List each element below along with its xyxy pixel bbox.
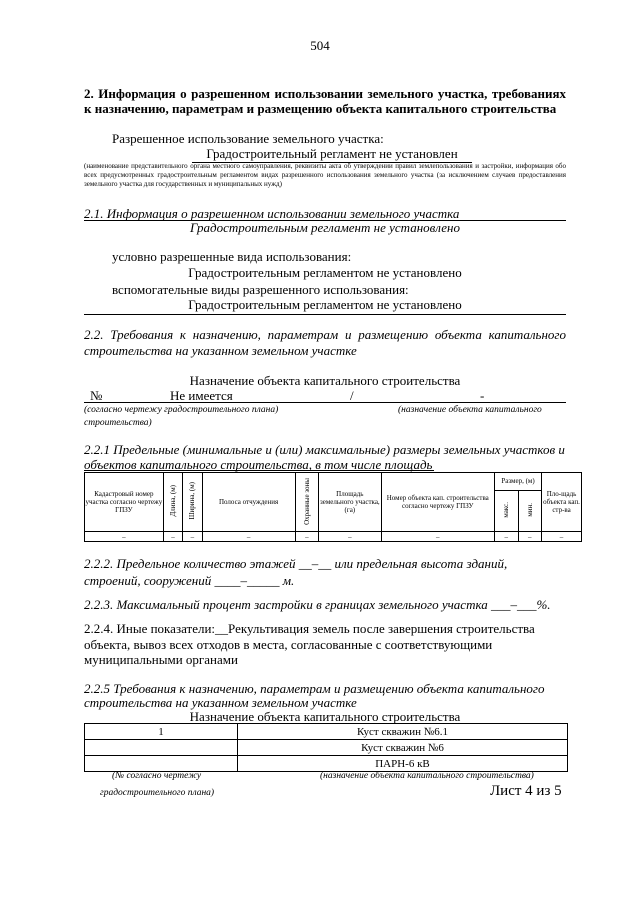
table-row <box>85 740 568 756</box>
cell: – <box>495 532 519 542</box>
s21-title: 2.1. Информация о разрешенном использовании земельного участка <box>84 206 460 221</box>
cell: – <box>542 532 582 542</box>
table-row <box>85 724 568 740</box>
th-strip: Полоса отчуждения <box>202 473 295 532</box>
th-width: Ширина, (м) <box>183 473 202 532</box>
purpose-value: Куст скважин №6 <box>238 740 568 756</box>
th-protected: Охранные зоны <box>295 473 319 532</box>
cell: – <box>163 532 182 542</box>
s22-slash: / <box>350 388 354 403</box>
s22-purpose-heading: Назначение объекта капитального строительства <box>189 373 461 388</box>
th-object-num: Номер объекта кап. строительства согласно чертежу ГПЗУ <box>381 473 495 532</box>
parameters-table <box>84 472 582 542</box>
auxiliary-value: Градостроительным регламентом не установлено <box>188 297 462 312</box>
cell: – <box>518 532 542 542</box>
s224-line-3: муниципальными органами <box>84 652 238 667</box>
s223-text: 2.2.3. Максимальный процент застройки в границах земельного участка ___–___%. <box>84 597 551 612</box>
s21-bottom-line <box>84 314 566 315</box>
s225-caption-left-1: (№ согласно чертежу <box>112 771 202 781</box>
th-min: мин. <box>518 490 542 531</box>
s225-title-2: строительства на указанном земельном участке <box>84 695 357 710</box>
s22-num-label: № <box>90 388 103 403</box>
table-row <box>85 532 582 542</box>
s22-caption-left: (согласно чертежу градостроительного плана) <box>84 405 279 415</box>
page-number: 504 <box>310 38 330 53</box>
s224-line-1: 2.2.4. Иные показатели:__Рекультивация земель после завершения строительства <box>84 621 535 636</box>
s22-num-value: Не имеется <box>170 388 233 403</box>
s21-value: Градостроительным регламент не установлено <box>190 220 460 235</box>
purpose-value: Куст скважин №6.1 <box>238 724 568 740</box>
allowed-use-value: Градостроительный регламент не установлен <box>192 146 472 163</box>
s22-caption-right-2: строительства) <box>84 418 152 428</box>
sheet-number: Лист 4 из 5 <box>490 783 562 799</box>
s225-caption-right: (назначение объекта капитального строительства) <box>320 771 534 781</box>
cell: – <box>183 532 202 542</box>
s222-text-1: 2.2.2. Предельное количество этажей __–__ или предельная высота зданий, <box>84 556 508 571</box>
s225-purpose-heading: Назначение объекта капитального строительства <box>189 709 461 724</box>
purpose-num: 1 <box>85 724 238 740</box>
s221-title: 2.2.1 Предельные (минимальные и (или) максимальные) размеры земельных участков и объектов капитального строительства, в том числе площадь <box>84 442 565 472</box>
purpose-num <box>85 756 238 772</box>
purpose-value: ПАРН-6 кВ <box>238 756 568 772</box>
purpose-num <box>85 740 238 756</box>
cell: – <box>85 532 164 542</box>
conditional-label: условно разрешенные вида использования: <box>112 249 352 264</box>
cell: – <box>381 532 495 542</box>
s224-line-2: объекта, вывоз всех отходов в места, согласованные с соответствующими <box>84 637 493 652</box>
s22-line <box>84 402 566 403</box>
table-row <box>85 756 568 772</box>
conditional-value: Градостроительным регламентом не установлено <box>188 265 462 280</box>
th-size: Размер, (м) <box>495 473 542 491</box>
th-area: Площадь земельного участка, (га) <box>319 473 381 532</box>
cell: – <box>202 532 295 542</box>
s221-underline <box>84 470 434 471</box>
th-cadastral: Кадастровый номер участка согласно чертежу ГПЗУ <box>85 473 164 532</box>
allowed-use-label: Разрешенное использование земельного участка: <box>112 131 384 146</box>
th-object-area: Пло-щадь объекта кап. стр-ва <box>542 473 582 532</box>
purpose-table <box>84 723 568 772</box>
section-2-title: 2. Информация о разрешенном использовании земельного участка, требованиях к назначению, параметрам и размещению объекта капитального строительства <box>84 86 566 116</box>
th-length: Длина, (м) <box>163 473 182 532</box>
s22-caption-right: (назначение объекта капитального <box>398 405 542 415</box>
cell: – <box>319 532 381 542</box>
auxiliary-label: вспомогательные виды разрешенного использования: <box>112 282 409 297</box>
s222-text-2: строений, сооружений ____–_____ м. <box>84 573 295 588</box>
s22-title: 2.2. Требования к назначению, параметрам и размещению объекта капитального строительства на указанном земельном участке <box>84 327 566 358</box>
th-max: макс. <box>495 490 519 531</box>
s225-title-1: 2.2.5 Требования к назначению, параметрам и размещению объекта капитального <box>84 681 545 696</box>
s22-dash: - <box>480 388 485 403</box>
cell: – <box>295 532 319 542</box>
s225-caption-left-2: градостроительного плана) <box>100 788 215 798</box>
section-2-footnote: (наименование представительного органа местного самоуправления, реквизиты акта об утверждении правил землепользования и застройки, информация обо всех предусмотренных градостроительным регламентом видах разрешенного использования земельного участка (за исключением случаев предоставления земельного участка для государственных и муниципальных нужд) <box>84 162 566 188</box>
